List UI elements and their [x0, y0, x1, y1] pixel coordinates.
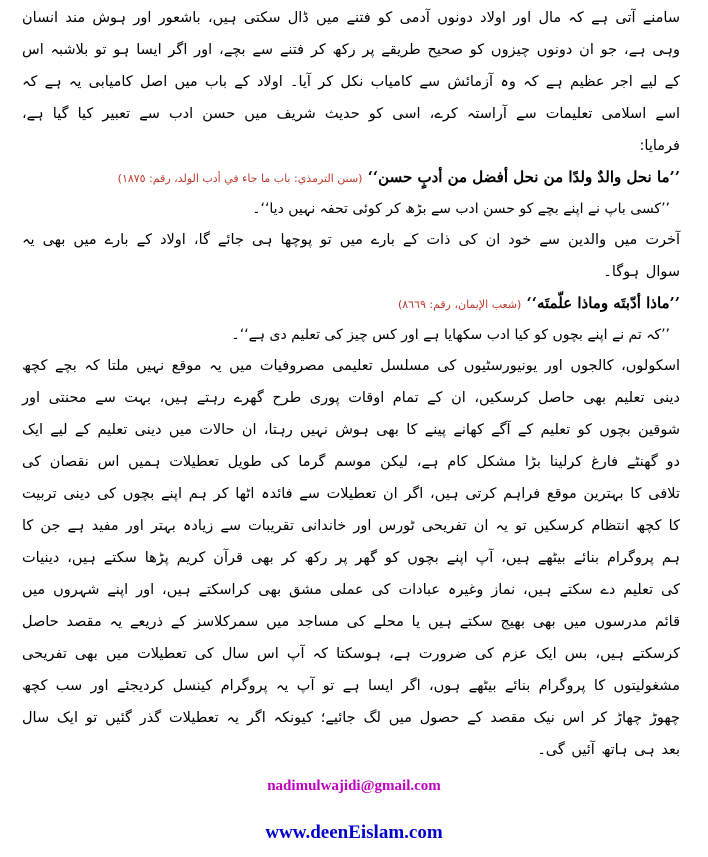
hadith-2-arabic: ’’ماذا أدّبتَه وماذا علّمتَه‘‘: [526, 294, 680, 312]
paragraph-holidays: اسکولوں، کالجوں اور یونیورسٹیوں کی مسلسل تعلیمی مصروفیات میں یہ موقع نہیں ملتا کہ بچے کچھ دینی تعلیم بھی حاصل کرسکیں، ان کے تمام اوقات پوری طرح گھرے رہتے ہیں، بہت سے محنتی اور شوقین بچوں کو تعلیم کے آگے کھانے پینے کا بھی ہوش نہیں رہتا، ان حالات میں دینی تعلیم کے لیے ایک دو گھنٹے فارغ کرلینا بڑا مشکل کام ہے، لیکن موسم گرما کی طویل تعطیلات ہمیں اس نقصان کی تلافی کا بہترین موقع فراہم کرتی ہیں، اگر ان تعطیلات سے فائدہ اٹھا کر ہم اپنے بچوں کی دینی تربیت کا کچھ انتظام کرسکیں تو یہ ان تفریحی ٹورس اور خاندانی تقریبات سے زیادہ بہتر اور مفید ہے جن کا ہم پروگرام بنائے بیٹھے ہیں، آپ اپنے بچوں کو گھر پر رکھ کر بھی قرآن کریم پڑھا سکتے ہیں، دینیات کی تعلیم دے سکتے ہیں، نماز وغیرہ عبادات کی عملی مشق بھی کراسکتے ہیں، اور اپنے شہروں میں قائم مدرسوں میں بھی بھیج سکتے ہیں یا محلے کی مساجد میں سمرکلاسز کے ذریعے یہ مقصد حاصل کرسکتے ہیں، بس ایک عزم کی ضرورت ہے، ہوسکتا کہ آپ اس سال کی تعطیلات میں بھی تفریحی مشغولیتوں کا پروگرام بنائے بیٹھے ہوں، اگر ایسا ہے تو آپ یہ پروگرام کینسل کردیجئے اور سب کچھ چھوڑ چھاڑ کر اس نیک مقصد کے حصول میں لگ جائیے؛ کیونکہ اگر یہ تعطیلات گذر گئیں تو ایک سال بعد ہی ہاتھ آئیں گی۔: [22, 358, 680, 758]
footer-email[interactable]: nadimulwajidi@gmail.com: [267, 778, 441, 794]
hadith-2-translation: ’’کہ تم نے اپنے بچوں کو کیا ادب سکھایا ہے اور کس چیز کی تعلیم دی ہے‘‘۔: [231, 327, 670, 343]
hadith-2-reference: (شعب الإيمان، رقم: ٨٦٦٩): [397, 298, 522, 311]
hadith-1-translation: ’’کسی باپ نے اپنے بچے کو حسن ادب سے بڑھ کر کوئی تحفہ نہیں دیا‘‘۔: [252, 201, 670, 217]
paragraph-akhirat: آخرت میں والدین سے خود ان کی ذات کے بارے میں تو پوچھا ہی جائے گا، اولاد کے بارے میں بھی یہ سوال ہوگا۔: [22, 232, 680, 280]
hadith-1-arabic: ’’ما نحل والدٌ ولدًا من نحل أفضل من أدبٍ حسن‘‘: [367, 168, 680, 186]
paragraph-intro: سامنے آتی ہے کہ مال اور اولاد دونوں آدمی کو فتنے میں ڈال سکتی ہیں، باشعور اور ہوش مند انسان وہی ہے، جو ان دونوں چیزوں کو صحیح طریقے پر رکھ کر فتنے سے بچے، اور اگر ایسا ہو تو بلاشبہ اس کے لیے اجر عظیم ہے کہ وہ آزمائش سے کامیاب نکل کر آیا۔ اولاد کے باب میں اصل کامیابی یہ ہے کہ اسے اسلامی تعلیمات سے آراستہ کرے، اسی کو حدیث شریف میں حسن ادب سے تعبیر کیا گیا ہے، فرمایا:: [22, 10, 680, 154]
hadith-2: [22, 288, 680, 320]
hadith-1: [22, 162, 680, 194]
hadith-1-reference: (سنن الترمذي: باب ما جاء في أدب الولد، رقم: ١٨٧٥): [117, 172, 363, 185]
footer-website[interactable]: www.deenEislam.com: [265, 822, 443, 843]
